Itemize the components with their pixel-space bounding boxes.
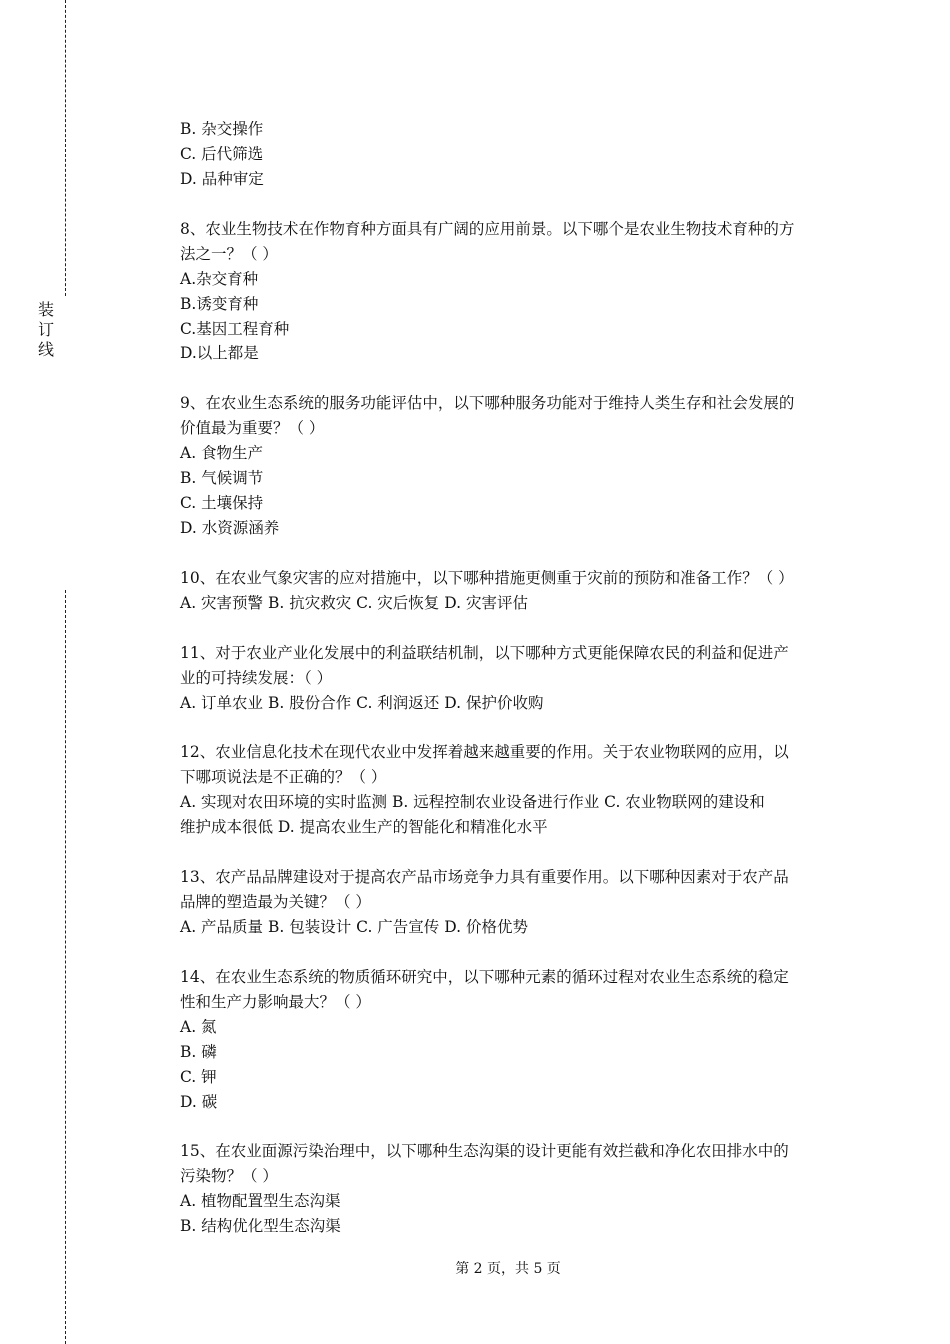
page-number: 第 2 页，共 5 页 bbox=[455, 1261, 561, 1277]
answer-option: B. 气候调节 bbox=[180, 469, 264, 488]
binding-dashed-line-bottom bbox=[65, 590, 66, 1344]
question-stem: 业的可持续发展：（ ） bbox=[180, 668, 333, 687]
question-stem: 法之一？（ ） bbox=[180, 244, 278, 263]
answer-option: A.杂交育种 bbox=[180, 269, 259, 288]
question-stem: 9、在农业生态系统的服务功能评估中，以下哪种服务功能对于维持人类生存和社会发展的 bbox=[180, 394, 795, 413]
question-block bbox=[180, 117, 850, 192]
answer-option: B.诱变育种 bbox=[180, 294, 259, 313]
question-stem: 价值最为重要？（ ） bbox=[180, 419, 325, 438]
answer-option: 维护成本很低 D. 提高农业生产的智能化和精准化水平 bbox=[180, 818, 548, 837]
answer-option: A. 植物配置型生态沟渠 bbox=[180, 1192, 341, 1211]
answer-option: C. 钾 bbox=[180, 1067, 217, 1086]
question-stem: 15、在农业面源污染治理中，以下哪种生态沟渠的设计更能有效拦截和净化农田排水中的 bbox=[180, 1142, 789, 1161]
question-stem: 13、农产品品牌建设对于提高农产品市场竞争力具有重要作用。以下哪种因素对于农产品 bbox=[180, 868, 789, 887]
answer-option: A. 灾害预警 B. 抗灾救灾 C. 灾后恢复 D. 灾害评估 bbox=[180, 593, 528, 612]
question-stem: 8、农业生物技术在作物育种方面具有广阔的应用前景。以下哪个是农业生物技术育种的方 bbox=[180, 219, 795, 238]
answer-option: A. 订单农业 B. 股份合作 C. 利润返还 D. 保护价收购 bbox=[180, 693, 544, 712]
answer-option: C. 土壤保持 bbox=[180, 494, 264, 513]
question-block bbox=[180, 1139, 850, 1239]
answer-option: A. 实现对农田环境的实时监测 B. 远程控制农业设备进行作业 C. 农业物联网的建设和 bbox=[180, 793, 765, 812]
question-block bbox=[180, 641, 850, 716]
question-stem: 品牌的塑造最为关键？（ ） bbox=[180, 893, 371, 912]
question-block bbox=[180, 740, 850, 840]
binding-dashed-line-top bbox=[65, 0, 66, 296]
answer-option: A. 产品质量 B. 包装设计 C. 广告宣传 D. 价格优势 bbox=[180, 918, 528, 936]
question-stem: 污染物？（ ） bbox=[180, 1167, 278, 1186]
question-stem: 12、农业信息化技术在现代农业中发挥着越来越重要的作用。关于农业物联网的应用，以 bbox=[180, 743, 789, 762]
answer-option: C.基因工程育种 bbox=[180, 319, 290, 338]
question-stem: 11、对于农业产业化发展中的利益联结机制，以下哪种方式更能保障农民的利益和促进产 bbox=[180, 643, 789, 662]
answer-option: D.以上都是 bbox=[180, 344, 259, 363]
answer-option: D. 水资源涵养 bbox=[180, 519, 280, 537]
question-stem: 性和生产力影响最大？（ ） bbox=[180, 992, 371, 1011]
question-stem: 下哪项说法是不正确的？（ ） bbox=[180, 768, 387, 787]
answer-option: B. 结构优化型生态沟渠 bbox=[180, 1217, 341, 1236]
answer-option: D. 品种审定 bbox=[180, 169, 264, 188]
answer-option: B. 磷 bbox=[180, 1042, 217, 1061]
binding-line-label: 装订线 bbox=[38, 300, 55, 359]
answer-option: A. 氮 bbox=[180, 1017, 217, 1036]
question-block bbox=[180, 391, 850, 541]
question-stem: 10、在农业气象灾害的应对措施中，以下哪种措施更侧重于灾前的预防和准备工作？（ ） bbox=[180, 568, 794, 587]
question-block bbox=[180, 217, 850, 367]
answer-option: C. 后代筛选 bbox=[180, 144, 264, 163]
question-block bbox=[180, 965, 850, 1115]
answer-option: A. 食物生产 bbox=[180, 444, 264, 463]
question-block bbox=[180, 865, 850, 940]
question-list bbox=[180, 117, 850, 1264]
question-stem: 14、在农业生态系统的物质循环研究中，以下哪种元素的循环过程对农业生态系统的稳定 bbox=[180, 967, 789, 986]
question-block bbox=[180, 566, 850, 616]
answer-option: D. 碳 bbox=[180, 1092, 218, 1111]
answer-option: B. 杂交操作 bbox=[180, 120, 264, 138]
